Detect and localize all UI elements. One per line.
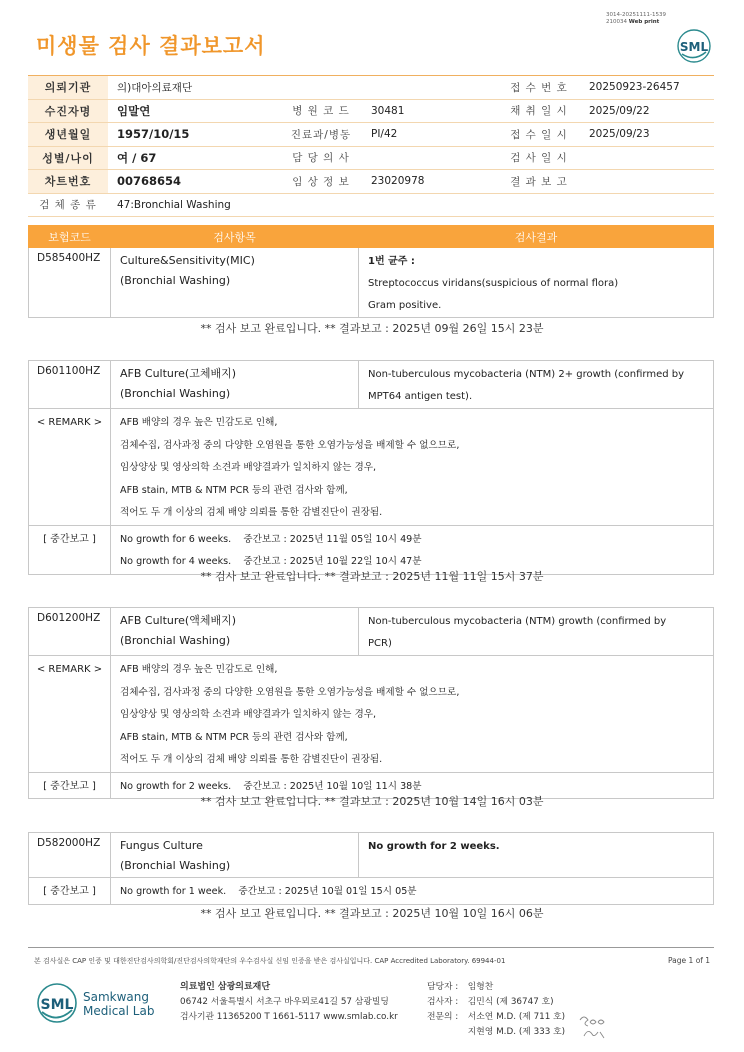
result-line: Gram positive. bbox=[368, 300, 442, 311]
report-complete-4: ** 검사 보고 완료입니다. ** 결과보고 : 2025년 10월 10일 16시 06분 bbox=[200, 907, 544, 920]
test-result bbox=[359, 361, 714, 409]
test-item-name: Culture&Sensitivity(MIC) bbox=[120, 254, 255, 267]
organization-info bbox=[180, 980, 398, 1025]
remark-line: 검체수집, 검사과정 중의 다양한 오염원을 통한 오염가능성을 배제할 수 없으므로, bbox=[120, 439, 460, 451]
logo-name-2: Medical Lab bbox=[83, 1004, 155, 1018]
page-number: Page 1 of 1 bbox=[668, 956, 711, 965]
samkwang-logo-icon bbox=[36, 982, 166, 1028]
specialist-2: 지현영 M.D. (제 333 호) bbox=[467, 1027, 566, 1037]
dob-value: 1957/10/15 bbox=[108, 123, 280, 147]
interim-label: [ 중간보고 ] bbox=[29, 525, 111, 574]
test-item-specimen: (Bronchial Washing) bbox=[120, 859, 231, 872]
page-title: 미생물 검사 결과보고서 bbox=[36, 34, 266, 58]
test-code: D601200HZ bbox=[29, 608, 111, 656]
specialist-1: 서소연 M.D. (제 711 호) bbox=[467, 1012, 566, 1022]
logo-top-text: SML bbox=[679, 40, 709, 54]
remark-text bbox=[111, 409, 714, 526]
sex-age-label: 성별/나이 bbox=[28, 146, 108, 170]
interim-label: [ 중간보고 ] bbox=[29, 878, 111, 905]
test-item bbox=[111, 248, 359, 318]
dept-value: PI/42 bbox=[362, 123, 498, 147]
test-item-name: AFB Culture(고체배지) bbox=[120, 367, 237, 380]
receipt-no-label: 접 수 번 호 bbox=[498, 76, 580, 100]
code-header: 보험코드 bbox=[29, 226, 111, 248]
ward-code-label: 병 원 코 드 bbox=[280, 99, 362, 123]
test-item bbox=[111, 361, 359, 409]
remark-line: 임상양상 및 영상의학 소견과 배양결과가 일치하지 않는 경우, bbox=[120, 462, 377, 473]
report-label: 결 과 보 고 bbox=[498, 170, 580, 194]
test-code: D585400HZ bbox=[29, 248, 111, 318]
result-line: PCR) bbox=[368, 638, 392, 649]
remark-line: 적어도 두 개 이상의 검체 배양 의뢰를 통한 감별진단이 권장됨. bbox=[120, 754, 383, 765]
dob-label: 생년월일 bbox=[28, 123, 108, 147]
specimen-value: 47:Bronchial Washing bbox=[108, 193, 714, 217]
institution-value: 의)대아의료재단 bbox=[108, 76, 498, 100]
remark-line: 검체수집, 검사과정 중의 다양한 오염원을 통한 오염가능성을 배제할 수 없으므로, bbox=[120, 686, 460, 698]
remark-text bbox=[111, 656, 714, 773]
remark-line: AFB 배양의 경우 높은 민감도로 인해, bbox=[120, 417, 278, 428]
chart-label: 차트번호 bbox=[28, 170, 108, 194]
collect-date-label: 채 취 일 시 bbox=[498, 99, 580, 123]
report-complete-3: ** 검사 보고 완료입니다. ** 결과보고 : 2025년 10월 14일 16시 03분 bbox=[200, 795, 544, 808]
manager-name: 임형찬 bbox=[467, 982, 494, 992]
interim-line: No growth for 6 weeks. 중간보고 : 2025년 11월 05일 10시 49분 bbox=[120, 533, 422, 545]
result-line: No growth for 2 weeks. bbox=[368, 841, 500, 852]
test-code: D582000HZ bbox=[29, 833, 111, 878]
signature-icon bbox=[578, 1010, 618, 1042]
test-result bbox=[359, 608, 714, 656]
remark-line: AFB 배양의 경우 높은 민감도로 인해, bbox=[120, 664, 278, 675]
collect-date-value: 2025/09/22 bbox=[580, 99, 714, 123]
logo-name-1: Samkwang bbox=[83, 990, 149, 1004]
remark-label: < REMARK > bbox=[29, 409, 111, 526]
tester-label: 검사자 : bbox=[427, 997, 459, 1007]
remark-line: 적어도 두 개 이상의 검체 배양 의뢰를 통한 감별진단이 권장됨. bbox=[120, 507, 383, 518]
doctor-label: 담 당 의 사 bbox=[280, 146, 362, 170]
org-contact: 검사기관 11365200 T 1661-5117 www.smlab.co.kr bbox=[180, 1012, 398, 1022]
tester-name: 김민식 (제 36747 호) bbox=[467, 997, 554, 1007]
org-name: 의료법인 삼광의료재단 bbox=[180, 982, 271, 992]
accreditation-note: 본 검사실은 CAP 인증 및 대한진단검사의학회/진단검사의학재단의 우수검사실 신임 인증을 받은 검사실입니다. CAP Accredited Laboratory. 69944-01 bbox=[34, 957, 506, 965]
doctor-value bbox=[362, 146, 498, 170]
remark-line: AFB stain, MTB & NTM PCR 등의 관련 검사와 함께, bbox=[120, 484, 348, 496]
result-line: Non-tuberculous mycobacteria (NTM) 2+ growth (confirmed by bbox=[368, 369, 685, 380]
test-item-specimen: (Bronchial Washing) bbox=[120, 634, 231, 647]
interim-line: No growth for 1 week. 중간보고 : 2025년 10월 01일 15시 05분 bbox=[120, 886, 417, 897]
test-item-specimen: (Bronchial Washing) bbox=[120, 274, 231, 287]
staff-info bbox=[427, 980, 565, 1040]
report-value bbox=[580, 170, 714, 194]
test-item-name: Fungus Culture bbox=[120, 839, 203, 852]
result-line: Non-tuberculous mycobacteria (NTM) growth (confirmed by bbox=[368, 616, 667, 627]
remark-line: AFB stain, MTB & NTM PCR 등의 관련 검사와 함께, bbox=[120, 731, 348, 743]
test-date-value bbox=[580, 146, 714, 170]
test-block-1 bbox=[28, 225, 714, 318]
patient-label: 수진자명 bbox=[28, 99, 108, 123]
test-item-name: AFB Culture(액체배지) bbox=[120, 614, 237, 627]
interim-line: No growth for 4 weeks. 중간보고 : 2025년 10월 22일 10시 47분 bbox=[120, 556, 422, 567]
manager-label: 담당자 : bbox=[427, 982, 459, 992]
dept-label: 진료과/병동 bbox=[280, 123, 362, 147]
print-code bbox=[606, 12, 666, 26]
remark-line: 임상양상 및 영상의학 소견과 배양결과가 일치하지 않는 경우, bbox=[120, 709, 377, 720]
interim-line: No growth for 2 weeks. 중간보고 : 2025년 10월 10일 11시 38분 bbox=[120, 780, 422, 792]
test-item bbox=[111, 608, 359, 656]
receive-date-value: 2025/09/23 bbox=[580, 123, 714, 147]
test-block-3 bbox=[28, 607, 714, 799]
test-date-label: 검 사 일 시 bbox=[498, 146, 580, 170]
patient-value: 임말연 bbox=[108, 99, 280, 123]
print-code-line1: 3014-20251111-1539 bbox=[606, 12, 666, 18]
test-block-4 bbox=[28, 832, 714, 905]
print-code-line2: 210034 bbox=[606, 19, 627, 25]
receipt-no-value: 20250923-26457 bbox=[580, 76, 714, 100]
institution-label: 의뢰기관 bbox=[28, 76, 108, 100]
specimen-label: 검 체 종 류 bbox=[28, 193, 108, 217]
result-line: 1번 균주 : bbox=[368, 256, 415, 267]
sex-age-value: 여 / 67 bbox=[108, 146, 280, 170]
test-item bbox=[111, 833, 359, 878]
interim-label: [ 중간보고 ] bbox=[29, 772, 111, 799]
result-line: Streptococcus viridans(suspicious of normal flora) bbox=[368, 278, 619, 289]
sml-logo-icon bbox=[676, 28, 712, 64]
report-complete-2: ** 검사 보고 완료입니다. ** 결과보고 : 2025년 11월 11일 15시 37분 bbox=[200, 570, 544, 583]
test-block-2 bbox=[28, 360, 714, 575]
result-line: MPT64 antigen test). bbox=[368, 391, 473, 402]
org-address: 06742 서울특별시 서초구 바우뫼로41길 57 삼광빌딩 bbox=[180, 997, 389, 1007]
item-header: 검사항목 bbox=[111, 226, 359, 248]
test-code: D601100HZ bbox=[29, 361, 111, 409]
clinical-value: 23020978 bbox=[362, 170, 498, 194]
test-result bbox=[359, 833, 714, 878]
result-header: 검사결과 bbox=[359, 226, 714, 248]
chart-value: 00768654 bbox=[108, 170, 280, 194]
interim-text bbox=[111, 878, 714, 905]
logo-foot-text: SML bbox=[40, 997, 74, 1013]
interim-text bbox=[111, 525, 714, 574]
clinical-label: 임 상 정 보 bbox=[280, 170, 362, 194]
receive-date-label: 접 수 일 시 bbox=[498, 123, 580, 147]
specialist-label: 전문의 : bbox=[427, 1012, 459, 1022]
patient-info-table bbox=[28, 75, 714, 217]
web-print-label: Web print bbox=[628, 19, 660, 25]
report-complete-1: ** 검사 보고 완료입니다. ** 결과보고 : 2025년 09월 26일 15시 23분 bbox=[200, 322, 544, 335]
test-item-specimen: (Bronchial Washing) bbox=[120, 387, 231, 400]
footer-divider bbox=[28, 947, 714, 948]
test-result bbox=[359, 248, 714, 318]
ward-code-value: 30481 bbox=[362, 99, 498, 123]
remark-label: < REMARK > bbox=[29, 656, 111, 773]
